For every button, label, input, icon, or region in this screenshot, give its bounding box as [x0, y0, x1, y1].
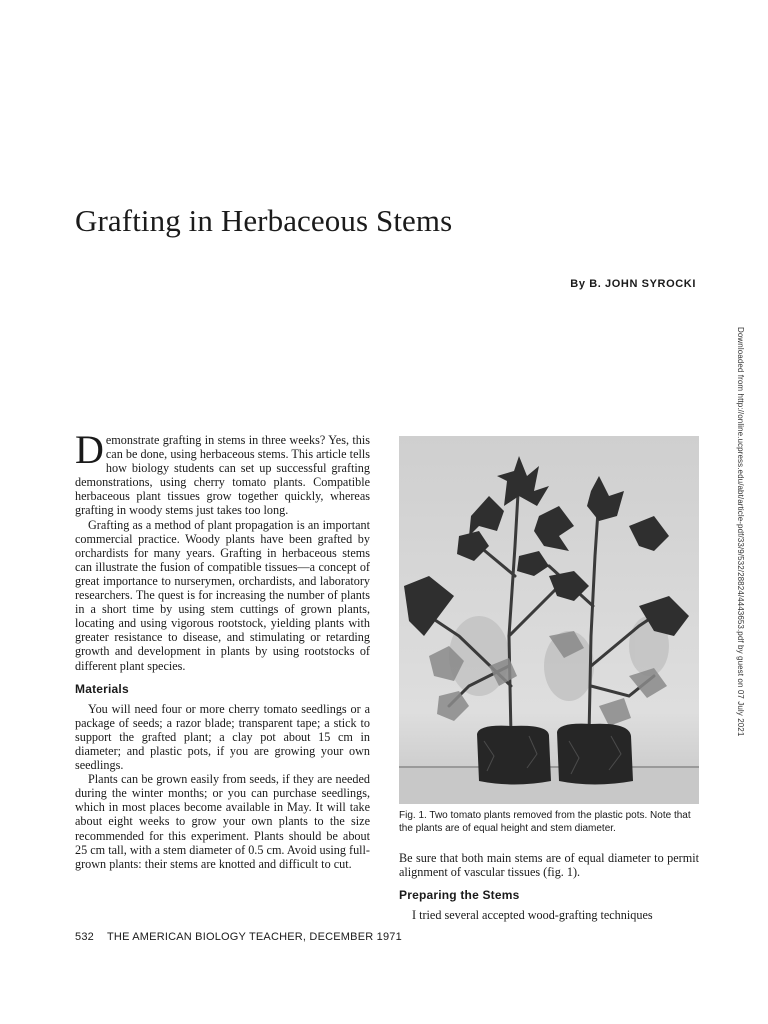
intro-paragraph: [75, 427, 370, 518]
figure-tomato-plants: [399, 436, 699, 804]
right-column: [399, 851, 699, 922]
left-column: [75, 427, 370, 871]
article-title: Grafting in Herbaceous Stems: [75, 203, 453, 238]
page-number: 532: [75, 931, 94, 943]
author-byline: By B. JOHN SYROCKI: [570, 278, 696, 290]
paragraph-techniques: I tried several accepted wood-grafting techniques: [412, 908, 653, 923]
paragraph-grafting-method: Grafting as a method of plant propagation is an important commercial practice. Woody plants have been grafted by orchardists for many years. Grafting in herbaceous stems can illustrate the fusion of compatible tissues—a concept of great importance to nurserymen, orchardists, and laboratory researchers. The quest is for increasing the number of plants in a short time by using stem cuttings of grown plants, locating and using vigorous rootstock, yielding plants with greater resistance to disease, and stimulating or retarding growth and development in plants by using rootstocks of different plant species.: [75, 517, 370, 673]
heading-materials: Materials: [75, 681, 129, 696]
tomato-plants-photo: [399, 436, 699, 804]
figure-caption: Fig. 1. Two tomato plants removed from the plastic pots. Note that the plants are of equal height and stem diameter.: [399, 810, 691, 834]
intro-paragraph-text: emonstrate grafting in stems in three weeks? Yes, this can be done, using herbaceous stems. This article tells how biology students can set up successful grafting demonstrations, using cherry tomato plants. Compatible herbaceous plant tissues grow together quickly, whereas grafting in woody stems just takes too long.: [75, 433, 370, 518]
download-watermark: Downloaded from http://online.ucpress.edu/abt/article-pdf/33/9/532/28824/4443653.pdf by guest on 07 July 2021: [736, 327, 745, 737]
paragraph-growing-plants: Plants can be grown easily from seeds, if they are needed during the winter months; or you can purchase seedlings, which in most places become available in May. It will take about eight weeks to grow your own plants to the size recommended for this experiment. Plants should be about 25 cm tall, with a stem diameter of 0.5 cm. Avoid using full-grown plants: their stems are knotted and difficult to cut.: [75, 772, 370, 871]
journal-name: THE AMERICAN BIOLOGY TEACHER, DECEMBER 1971: [107, 931, 402, 943]
heading-preparing-stems: Preparing the Stems: [399, 888, 520, 903]
paragraph-equal-diameter: Be sure that both main stems are of equal diameter to permit alignment of vascular tissues (fig. 1).: [399, 851, 699, 880]
drop-cap: D: [75, 427, 104, 472]
paragraph-materials-list: You will need four or more cherry tomato seedlings or a package of seeds; a razor blade; transparent tape; a stick to support the grafted plant; a clay pot about 15 cm in diameter; and plastic pots, if you are growing your own seedlings.: [75, 701, 370, 773]
page-footer: [75, 931, 402, 943]
